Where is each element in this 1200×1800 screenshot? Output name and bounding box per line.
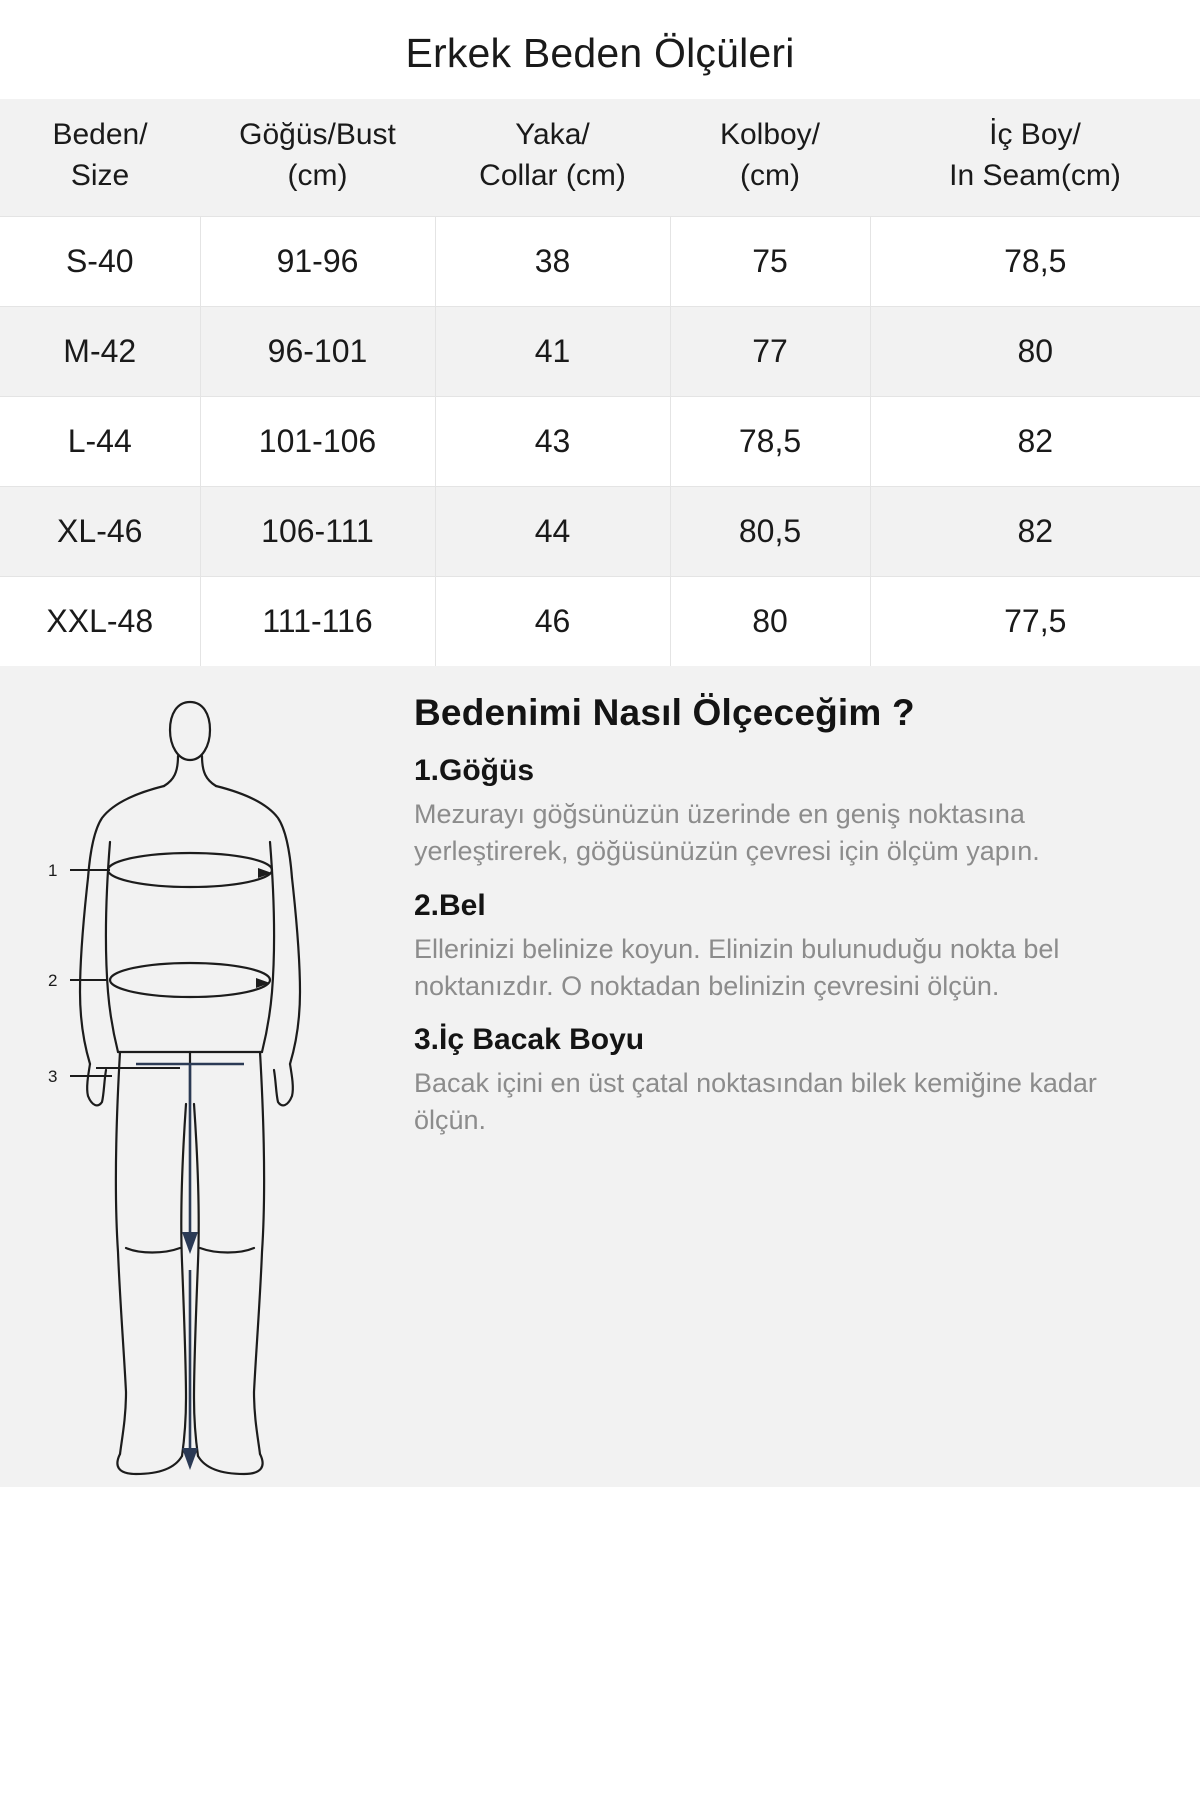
table-row [0, 217, 1200, 307]
cell-size: XXL-48 [0, 577, 200, 667]
step-2-body: Ellerinizi belinize koyun. Elinizin bulunuduğu nokta bel noktanızdır. O noktadan belinizin çevresini ölçün. [414, 933, 1060, 1001]
cell-collar: 46 [435, 577, 670, 667]
table-header [0, 99, 1200, 217]
column-header-collar-line2: Collar (cm) [479, 158, 626, 192]
cell-sleeve: 75 [670, 217, 870, 307]
cell-bust: 96-101 [200, 307, 435, 397]
column-header-size-line1: Beden/ [52, 118, 148, 151]
cell-collar: 44 [435, 487, 670, 577]
column-header-collar-line1: Yaka/ [515, 118, 590, 151]
column-header-collar [435, 99, 670, 217]
cell-size: L-44 [0, 397, 200, 487]
step-1-body: Mezurayı göğsünüzün üzerinde en geniş noktasına yerleştirerek, göğüsünüzün çevresi için ölçüm yapın. [414, 799, 1040, 867]
step-2-heading: 2.Bel [414, 888, 486, 922]
cell-sleeve: 80,5 [670, 487, 870, 577]
cell-bust: 91-96 [200, 217, 435, 307]
how-to-measure-section [0, 666, 1200, 1487]
cell-inseam: 82 [870, 397, 1200, 487]
marker-label-2: 2 [48, 971, 58, 990]
column-header-sleeve-line1: Kolboy/ [719, 118, 821, 151]
cell-size: S-40 [0, 217, 200, 307]
cell-inseam: 82 [870, 487, 1200, 577]
cell-bust: 101-106 [200, 397, 435, 487]
table-row [0, 397, 1200, 487]
cell-collar: 38 [435, 217, 670, 307]
column-header-sleeve-line2: (cm) [740, 158, 800, 192]
marker-label-1: 1 [48, 861, 58, 880]
column-header-inseam [870, 99, 1200, 217]
page-title: Erkek Beden Ölçüleri [405, 30, 795, 76]
cell-inseam: 77,5 [870, 577, 1200, 667]
column-header-bust-line2: (cm) [287, 158, 348, 192]
column-header-sleeve [670, 99, 870, 217]
column-header-size [0, 99, 200, 217]
man-body-measurement-diagram-icon [40, 692, 400, 1482]
step-1-heading: 1.Göğüs [414, 754, 535, 787]
cell-inseam: 80 [870, 307, 1200, 397]
table-row [0, 307, 1200, 397]
how-to-measure-title: Bedenimi Nasıl Ölçeceğim ? [414, 692, 915, 733]
table-row [0, 577, 1200, 667]
cell-bust: 106-111 [200, 487, 435, 577]
step-3-heading: 3.İç Bacak Boyu [414, 1023, 645, 1056]
cell-collar: 41 [435, 307, 670, 397]
table-body [0, 217, 1200, 667]
size-chart-table [0, 99, 1200, 666]
table-row [0, 487, 1200, 577]
cell-sleeve: 77 [670, 307, 870, 397]
step-3-body: Bacak içini en üst çatal noktasından bilek kemiğine kadar ölçün. [414, 1068, 1097, 1136]
cell-sleeve: 78,5 [670, 397, 870, 487]
how-to-measure-text-column [400, 692, 1200, 1487]
cell-size: M-42 [0, 307, 200, 397]
cell-collar: 43 [435, 397, 670, 487]
body-diagram-column [0, 692, 400, 1487]
cell-bust: 111-116 [200, 577, 435, 667]
column-header-inseam-line2: In Seam(cm) [949, 158, 1121, 192]
column-header-bust-line1: Göğüs/Bust [239, 118, 396, 151]
marker-label-3: 3 [48, 1067, 58, 1086]
cell-size: XL-46 [0, 487, 200, 577]
column-header-inseam-line1: İç Boy/ [989, 118, 1081, 151]
table-header-row [0, 99, 1200, 217]
column-header-size-line2: Size [70, 158, 130, 192]
column-header-bust [200, 99, 435, 217]
cell-sleeve: 80 [670, 577, 870, 667]
cell-inseam: 78,5 [870, 217, 1200, 307]
